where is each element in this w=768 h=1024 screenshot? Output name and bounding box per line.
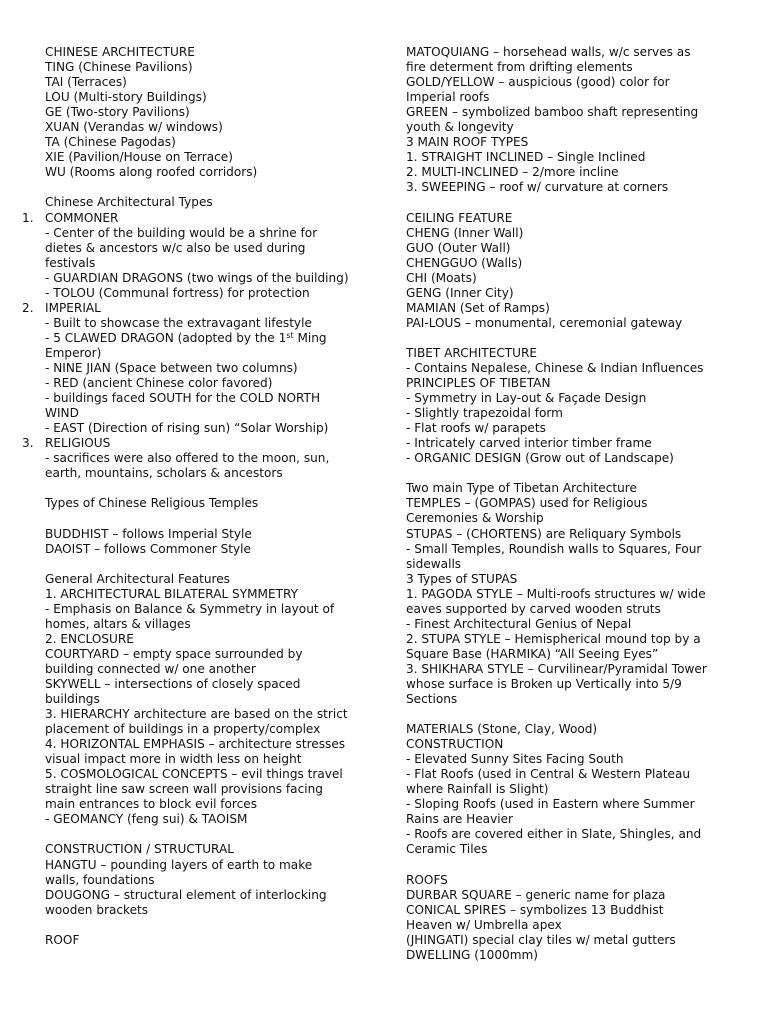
text-line: 3. SWEEPING – roof w/ curvature at corners xyxy=(406,180,669,195)
text-line: DAOIST – follows Commoner Style xyxy=(45,541,251,556)
text-line: - Contains Nepalese, Chinese & Indian Influences xyxy=(406,360,704,375)
blank-line xyxy=(406,195,741,210)
text-line: Rains are Heavier xyxy=(406,812,513,827)
text-span: - 5 CLAWED DRAGON (adopted by the 1 xyxy=(45,330,287,345)
text-line: TING (Chinese Pavilions) xyxy=(45,60,193,75)
text-line: XIE (Pavilion/House on Terrace) xyxy=(45,150,233,165)
text-line: LOU (Multi-story Buildings) xyxy=(45,90,207,105)
text-line: - Roofs are covered either in Slate, Shingles, and xyxy=(406,827,702,842)
text-line: 1. ARCHITECTURAL BILATERAL SYMMETRY xyxy=(45,586,299,601)
text-line: wooden brackets xyxy=(45,902,149,917)
text-line: earth, mountains, scholars & ancestors xyxy=(45,466,283,481)
numbered-list-item: 2. IMPERIAL xyxy=(22,300,101,315)
text-line: DWELLING (1000mm) xyxy=(406,947,538,962)
text-line: GOLD/YELLOW – auspicious (good) color for xyxy=(406,75,670,90)
text-line: - Small Temples, Roundish walls to Squares, Four xyxy=(406,541,702,556)
text-line: - Elevated Sunny Sites Facing South xyxy=(406,752,624,767)
text-line: placement of buildings in a property/complex xyxy=(45,722,321,737)
text-line: whose surface is Broken up Vertically into 5/9 xyxy=(406,676,682,691)
text-line: STUPAS – (CHORTENS) are Reliquary Symbols xyxy=(406,526,682,541)
text-line: Heaven w/ Umbrella apex xyxy=(406,917,562,932)
text-line: 3 Types of STUPAS xyxy=(406,571,518,586)
text-line: - EAST (Direction of rising sun) “Solar Worship) xyxy=(45,421,329,436)
text-line: Sections xyxy=(406,692,458,707)
text-line: - Slightly trapezoidal form xyxy=(406,406,563,421)
text-line: BUDDHIST – follows Imperial Style xyxy=(45,526,252,541)
blank-line xyxy=(45,180,375,195)
text-line: 2. ENCLOSURE xyxy=(45,631,134,646)
text-line: Emperor) xyxy=(45,345,102,360)
blank-line xyxy=(45,511,375,526)
text-line: CONICAL SPIRES – symbolizes 13 Buddhist xyxy=(406,902,664,917)
text-line: 1. STRAIGHT INCLINED – Single Inclined xyxy=(406,150,646,165)
text-line: GENG (Inner City) xyxy=(406,285,514,300)
text-line: TA (Chinese Pagodas) xyxy=(45,135,176,150)
text-line: TAI (Terraces) xyxy=(45,75,127,90)
text-line: - ORGANIC DESIGN (Grow out of Landscape) xyxy=(406,451,674,466)
text-line: walls, foundations xyxy=(45,872,155,887)
text-line: homes, altars & villages xyxy=(45,616,191,631)
text-line: MATOQUIANG – horsehead walls, w/c serves as xyxy=(406,45,691,59)
text-line: MAMIAN (Set of Ramps) xyxy=(406,300,550,315)
text-line: ROOF xyxy=(45,932,80,947)
text-line: ROOFS xyxy=(406,872,448,887)
right-column xyxy=(406,45,741,963)
text-line: CONSTRUCTION / STRUCTURAL xyxy=(45,842,234,857)
numbered-list-item: 3. RELIGIOUS xyxy=(22,436,111,451)
text-line: CHENGGUO (Walls) xyxy=(406,255,523,270)
text-line: sidewalls xyxy=(406,556,462,571)
text-line: WIND xyxy=(45,406,79,421)
text-line: 3. HIERARCHY architecture are based on the strict xyxy=(45,707,348,722)
text-line: DURBAR SQUARE – generic name for plaza xyxy=(406,887,666,902)
text-line: XUAN (Verandas w/ windows) xyxy=(45,120,223,135)
text-span: Ming xyxy=(293,330,327,345)
left-column xyxy=(22,45,375,948)
text-line: 2. MULTI-INCLINED – 2/more incline xyxy=(406,165,619,180)
text-line: Two main Type of Tibetan Architecture xyxy=(406,481,637,496)
text-line: General Architectural Features xyxy=(45,571,230,586)
text-line: buildings xyxy=(45,692,100,707)
text-line: straight line saw screen wall provisions facing xyxy=(45,782,323,797)
text-line: MATERIALS (Stone, Clay, Wood) xyxy=(406,722,598,737)
text-line xyxy=(45,331,375,346)
blank-line xyxy=(45,827,375,842)
text-line: DOUGONG – structural element of interlocking xyxy=(45,887,327,902)
blank-line xyxy=(45,557,375,572)
superscript: st xyxy=(286,330,294,340)
text-line: - Sloping Roofs (used in Eastern where Summer xyxy=(406,797,695,812)
text-line: - RED (ancient Chinese color favored) xyxy=(45,376,273,391)
text-line: PRINCIPLES OF TIBETAN xyxy=(406,376,551,391)
text-line: dietes & ancestors w/c also be used during xyxy=(45,240,306,255)
text-line: WU (Rooms along roofed corridors) xyxy=(45,165,258,180)
blank-line xyxy=(406,466,741,481)
text-line: visual impact more in width less on height xyxy=(45,752,302,767)
text-line: - buildings faced SOUTH for the COLD NORTH xyxy=(45,391,321,406)
text-line: SKYWELL – intersections of closely spaced xyxy=(45,676,301,691)
text-line: - Finest Architectural Genius of Nepal xyxy=(406,616,632,631)
text-line: building connected w/ one another xyxy=(45,661,256,676)
text-line: where Rainfall is Slight) xyxy=(406,782,549,797)
text-line: main entrances to block evil forces xyxy=(45,797,258,812)
blank-line xyxy=(406,707,741,722)
text-line: TIBET ARCHITECTURE xyxy=(406,345,538,360)
text-line: - sacrifices were also offered to the moon, sun, xyxy=(45,451,330,466)
text-line: - Symmetry in Lay-out & Façade Design xyxy=(406,391,647,406)
text-line: - Emphasis on Balance & Symmetry in layout of xyxy=(45,601,335,616)
text-line: Square Base (HARMIKA) “All Seeing Eyes” xyxy=(406,646,659,661)
blank-line xyxy=(45,918,375,933)
text-line: CONSTRUCTION xyxy=(406,737,504,752)
text-line: CHENG (Inner Wall) xyxy=(406,225,524,240)
text-line: Imperial roofs xyxy=(406,90,490,105)
text-line: Chinese Architectural Types xyxy=(45,195,213,210)
text-line: PAI-LOUS – monumental, ceremonial gateway xyxy=(406,315,683,330)
text-line: eaves supported by carved wooden struts xyxy=(406,601,661,616)
text-line: 5. COSMOLOGICAL CONCEPTS – evil things travel xyxy=(45,767,343,782)
text-line: - Intricately carved interior timber frame xyxy=(406,436,652,451)
text-line: GREEN – symbolized bamboo shaft representing xyxy=(406,105,699,120)
blank-line xyxy=(406,858,741,873)
text-line: 1. PAGODA STYLE – Multi-roofs structures w/ wide xyxy=(406,586,706,601)
text-line: GUO (Outer Wall) xyxy=(406,240,511,255)
text-line: Types of Chinese Religious Temples xyxy=(45,496,259,511)
text-line: - Center of the building would be a shrine for xyxy=(45,225,318,240)
text-line: GE (Two-story Pavilions) xyxy=(45,105,190,120)
list-number: 3. xyxy=(22,436,34,451)
blank-line xyxy=(45,481,375,496)
text-line: youth & longevity xyxy=(406,120,514,135)
text-line: - NINE JIAN (Space between two columns) xyxy=(45,360,298,375)
text-line: fire determent from drifting elements xyxy=(406,60,633,75)
text-line: COURTYARD – empty space surrounded by xyxy=(45,646,303,661)
text-line: 4. HORIZONTAL EMPHASIS – architecture stresses xyxy=(45,737,346,752)
text-line: CEILING FEATURE xyxy=(406,210,513,225)
text-line: TEMPLES – (GOMPAS) used for Religious xyxy=(406,496,648,511)
text-line: Ceremonies & Worship xyxy=(406,511,544,526)
blank-line xyxy=(406,331,741,346)
text-line: Ceramic Tiles xyxy=(406,842,488,857)
text-line: - GUARDIAN DRAGONS (two wings of the building) xyxy=(45,270,349,285)
text-line: CHINESE ARCHITECTURE xyxy=(45,45,195,59)
text-line: - GEOMANCY (feng sui) & TAOISM xyxy=(45,812,248,827)
text-line: (JHINGATI) special clay tiles w/ metal gutters xyxy=(406,932,676,947)
text-line: 3. SHIKHARA STYLE – Curvilinear/Pyramidal Tower xyxy=(406,661,707,676)
text-line: - Flat Roofs (used in Central & Western Plateau xyxy=(406,767,691,782)
text-line: CHI (Moats) xyxy=(406,270,477,285)
text-line: - Built to showcase the extravagant lifestyle xyxy=(45,315,312,330)
list-number: 1. xyxy=(22,210,34,225)
numbered-list-item: 1. COMMONER xyxy=(22,210,119,225)
text-line: 2. STUPA STYLE – Hemispherical mound top by a xyxy=(406,631,701,646)
text-line: - TOLOU (Communal fortress) for protection xyxy=(45,285,310,300)
text-line: HANGTU – pounding layers of earth to make xyxy=(45,857,313,872)
list-number: 2. xyxy=(22,300,34,315)
text-line: festivals xyxy=(45,255,96,270)
text-line: 3 MAIN ROOF TYPES xyxy=(406,135,529,150)
text-line: - Flat roofs w/ parapets xyxy=(406,421,546,436)
